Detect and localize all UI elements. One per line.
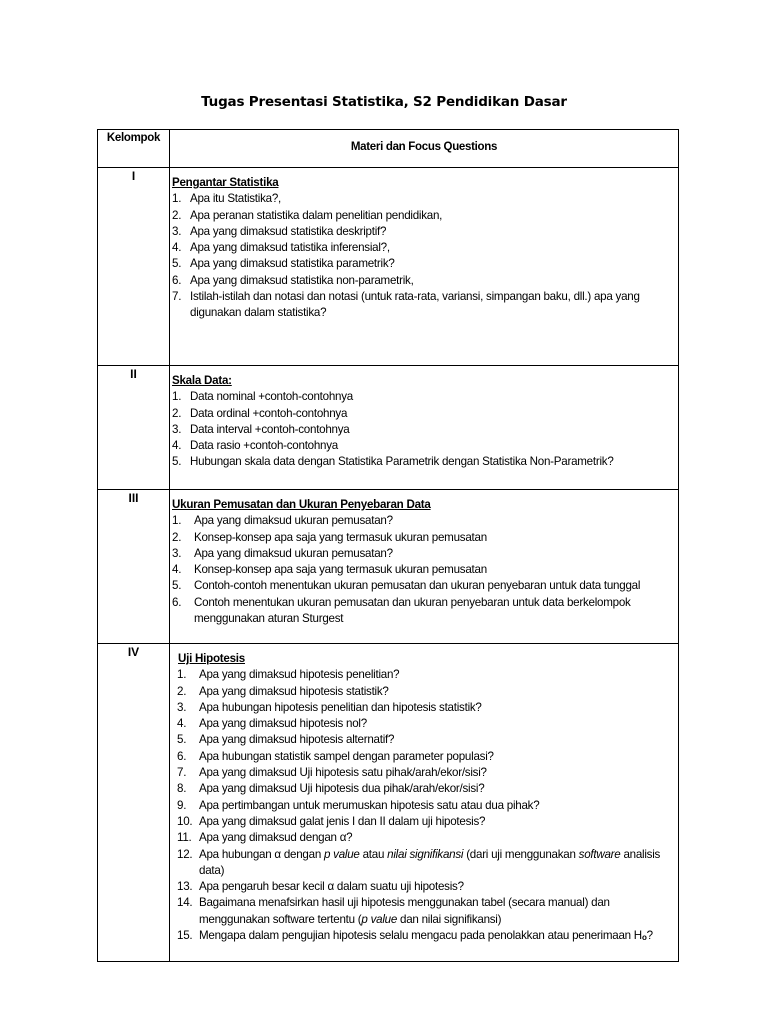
question-text: Apa yang dimaksud hipotesis statistik? bbox=[199, 684, 389, 698]
question-item bbox=[172, 208, 672, 224]
question-number: 2. bbox=[177, 684, 187, 698]
question-text: Apa hubungan statistik sampel dengan parameter populasi? bbox=[199, 749, 494, 763]
question-number: 8. bbox=[177, 782, 187, 796]
question-list bbox=[172, 389, 672, 470]
question-item bbox=[172, 562, 672, 578]
header-materi: Materi dan Focus Questions bbox=[170, 130, 679, 168]
group-row bbox=[98, 366, 679, 490]
question-number: 2. bbox=[172, 208, 182, 222]
topic-title: Skala Data: bbox=[172, 374, 232, 387]
question-item bbox=[172, 224, 672, 240]
question-text: Apa yang dimaksud hipotesis penelitian? bbox=[199, 668, 400, 682]
question-text: Apa itu Statistika?, bbox=[190, 192, 282, 206]
question-number: 1. bbox=[172, 192, 182, 206]
group-content bbox=[170, 168, 679, 366]
question-text: Apa yang dimaksud ukuran pemusatan? bbox=[194, 546, 393, 560]
question-item bbox=[172, 256, 672, 272]
header-kelompok: Kelompok bbox=[98, 130, 170, 168]
document-title: Tugas Presentasi Statistika, S2 Pendidikan Dasar bbox=[201, 94, 567, 110]
question-number: 11. bbox=[177, 831, 192, 845]
question-text: Apa hubungan α dengan p value atau nilai signifikansi (dari uji menggunakan software analisis data) bbox=[199, 847, 661, 877]
question-number: 1. bbox=[172, 514, 182, 528]
question-item bbox=[177, 798, 672, 814]
question-number: 6. bbox=[172, 273, 182, 287]
question-item bbox=[172, 406, 672, 422]
question-item bbox=[177, 847, 672, 880]
question-number: 7. bbox=[172, 290, 182, 304]
question-text: Apa yang dimaksud statistika non-parametrik, bbox=[190, 273, 414, 287]
question-text: Data ordinal +contoh-contohnya bbox=[190, 406, 348, 420]
question-item bbox=[177, 814, 672, 830]
question-item bbox=[172, 595, 672, 628]
question-text: Apa yang dimaksud Uji hipotesis satu pihak/arah/ekor/sisi? bbox=[199, 766, 487, 780]
question-text: Apa yang dimaksud statistika deskriptif? bbox=[190, 224, 387, 238]
question-item bbox=[172, 422, 672, 438]
question-item bbox=[177, 830, 672, 846]
question-item bbox=[172, 273, 672, 289]
question-list bbox=[172, 667, 672, 946]
question-number: 2. bbox=[172, 406, 182, 420]
group-content bbox=[170, 490, 679, 644]
question-text: Apa yang dimaksud galat jenis I dan II dalam uji hipotesis? bbox=[199, 814, 486, 828]
question-list bbox=[172, 513, 672, 627]
question-text: Apa pertimbangan untuk merumuskan hipotesis satu atau dua pihak? bbox=[199, 798, 540, 812]
question-text: Apa yang dimaksud tatistika inferensial?, bbox=[190, 241, 390, 255]
question-item bbox=[172, 546, 672, 562]
question-item bbox=[177, 781, 672, 797]
question-text: Data rasio +contoh-contohnya bbox=[190, 439, 339, 453]
question-text: Mengapa dalam pengujian hipotesis selalu mengacu pada penolakkan atau penerimaan Ho? bbox=[199, 929, 653, 943]
question-text: Konsep-konsep apa saja yang termasuk ukuran pemusatan bbox=[194, 563, 487, 577]
question-number: 5. bbox=[172, 455, 182, 469]
question-item bbox=[172, 578, 672, 594]
question-text: Data nominal +contoh-contohnya bbox=[190, 390, 353, 404]
table-header-row bbox=[98, 130, 679, 168]
question-number: 4. bbox=[172, 563, 182, 577]
question-number: 3. bbox=[172, 224, 182, 238]
question-number: 6. bbox=[177, 749, 187, 763]
question-number: 4. bbox=[172, 439, 182, 453]
question-item bbox=[177, 928, 672, 946]
question-item bbox=[172, 240, 672, 256]
question-number: 4. bbox=[177, 717, 187, 731]
question-number: 1. bbox=[177, 668, 187, 682]
question-text: Istilah-istilah dan notasi dan notasi (untuk rata-rata, variansi, simpangan baku, dll.) apa yang digunakan dalam statistika? bbox=[190, 290, 640, 320]
question-text: Apa peranan statistika dalam penelitian pendidikan, bbox=[190, 208, 443, 222]
question-item bbox=[172, 191, 672, 207]
question-item bbox=[177, 700, 672, 716]
question-text: Apa yang dimaksud statistika parametrik? bbox=[190, 257, 395, 271]
question-number: 7. bbox=[177, 766, 187, 780]
question-text: Apa pengaruh besar kecil α dalam suatu uji hipotesis? bbox=[199, 880, 464, 894]
question-text: Hubungan skala data dengan Statistika Parametrik dengan Statistika Non-Parametrik? bbox=[190, 455, 614, 469]
question-item bbox=[172, 289, 672, 322]
question-item bbox=[172, 530, 672, 546]
question-item bbox=[177, 716, 672, 732]
topic-title: Pengantar Statistika bbox=[172, 176, 279, 189]
question-item bbox=[177, 749, 672, 765]
question-text: Apa yang dimaksud hipotesis nol? bbox=[199, 717, 367, 731]
question-text: Apa yang dimaksud Uji hipotesis dua pihak/arah/ekor/sisi? bbox=[199, 782, 485, 796]
question-number: 10. bbox=[177, 814, 193, 828]
topic-title: Ukuran Pemusatan dan Ukuran Penyebaran Data bbox=[172, 498, 431, 511]
group-label: II bbox=[98, 366, 170, 490]
group-label: I bbox=[98, 168, 170, 366]
group-content bbox=[170, 366, 679, 490]
question-list bbox=[172, 191, 672, 321]
question-number: 14. bbox=[177, 896, 193, 910]
question-item bbox=[177, 684, 672, 700]
group-label: III bbox=[98, 490, 170, 644]
group-row bbox=[98, 644, 679, 962]
question-text: Contoh menentukan ukuran pemusatan dan ukuran penyebaran untuk data berkelompok menggunakan aturan Sturgest bbox=[194, 595, 631, 626]
topic-title: Uji Hipotesis bbox=[178, 652, 245, 665]
group-row bbox=[98, 168, 679, 366]
question-number: 1. bbox=[172, 390, 182, 404]
question-number: 13. bbox=[177, 880, 193, 894]
question-text: Bagaimana menafsirkan hasil uji hipotesis menggunakan tabel (secara manual) dan menggunakan software tertentu (p value dan nilai signifikansi) bbox=[199, 896, 610, 926]
question-text: Apa hubungan hipotesis penelitian dan hipotesis statistik? bbox=[199, 700, 482, 714]
question-item bbox=[172, 389, 672, 405]
group-label: IV bbox=[98, 644, 170, 962]
question-item bbox=[172, 454, 672, 470]
question-item bbox=[172, 438, 672, 454]
question-item bbox=[177, 879, 672, 895]
question-number: 9. bbox=[177, 798, 187, 812]
question-number: 4. bbox=[172, 241, 182, 255]
question-item bbox=[172, 513, 672, 529]
question-item bbox=[177, 667, 672, 683]
question-number: 5. bbox=[172, 579, 182, 593]
question-number: 15. bbox=[177, 929, 193, 943]
question-text: Apa yang dimaksud hipotesis alternatif? bbox=[199, 733, 395, 747]
question-number: 12. bbox=[177, 847, 193, 861]
question-number: 5. bbox=[172, 257, 182, 271]
question-item bbox=[177, 732, 672, 748]
question-number: 3. bbox=[177, 700, 187, 714]
question-item bbox=[177, 765, 672, 781]
question-text: Contoh-contoh menentukan ukuran pemusatan dan ukuran penyebaran untuk data tunggal bbox=[194, 579, 641, 593]
question-text: Apa yang dimaksud dengan α? bbox=[199, 831, 353, 845]
group-row bbox=[98, 490, 679, 644]
assignment-table bbox=[97, 129, 679, 962]
question-text: Data interval +contoh-contohnya bbox=[190, 422, 350, 436]
question-text: Apa yang dimaksud ukuran pemusatan? bbox=[194, 514, 393, 528]
question-number: 6. bbox=[172, 595, 182, 609]
question-number: 3. bbox=[172, 422, 182, 436]
question-number: 2. bbox=[172, 530, 182, 544]
group-content bbox=[170, 644, 679, 962]
question-item bbox=[177, 895, 672, 928]
question-number: 3. bbox=[172, 546, 182, 560]
question-text: Konsep-konsep apa saja yang termasuk ukuran pemusatan bbox=[194, 530, 487, 544]
question-number: 5. bbox=[177, 733, 187, 747]
